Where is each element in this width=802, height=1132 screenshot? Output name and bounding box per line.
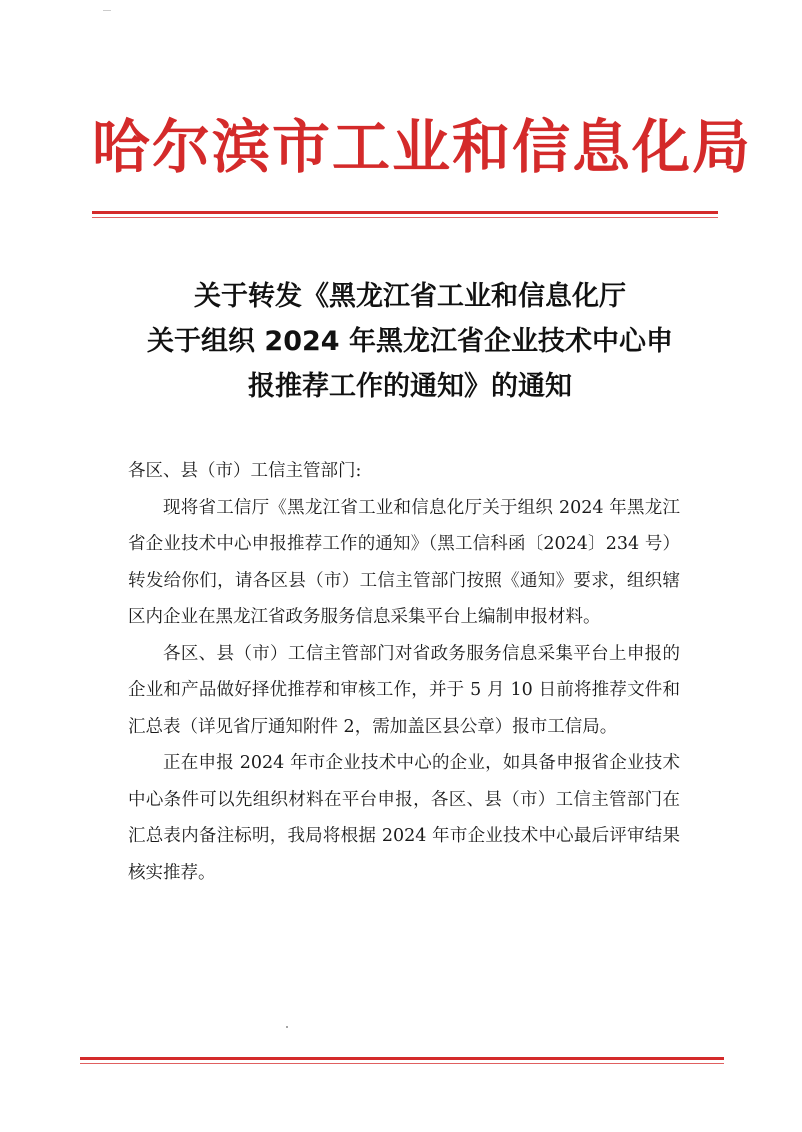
letterhead-org-name: 哈尔滨市工业和信息化局	[92, 113, 753, 181]
document-title-line: 关于转发《黑龙江省工业和信息化厅	[194, 281, 626, 312]
salutation: 各区、县（市）工信主管部门:	[128, 461, 362, 481]
body-paragraph: 现将省工信厅《黑龙江省工业和信息化厅关于组织 2024 年黑龙江省企业技术中心申报推荐工作的通知》（黑工信科函〔2024〕234 号）转发给你们，请各区县（市）工信主管部门按照《通知》要求，组织辖区内企业在黑龙江省政务服务信息采集平台上编制申报材料。	[128, 497, 680, 627]
document-title-line: 报推荐工作的通知》的通知	[248, 371, 572, 402]
document-title	[90, 274, 730, 409]
body-paragraph: 各区、县（市）工信主管部门对省政务服务信息采集平台上申报的企业和产品做好择优推荐和审核工作，并于 5 月 10 日前将推荐文件和汇总表（详见省厅通知附件 2，需加盖区县公章）报市工信局。	[128, 643, 680, 737]
document-title-line: 关于组织 2024 年黑龙江省企业技术中心申	[147, 326, 673, 357]
footer-red-rule	[80, 1057, 724, 1060]
scan-speck	[286, 1026, 288, 1028]
letterhead-red-rule	[92, 211, 718, 214]
body-paragraph: 正在申报 2024 年市企业技术中心的企业，如具备申报省企业技术中心条件可以先组织材料在平台申报，各区、县（市）工信主管部门在汇总表内备注标明，我局将根据 2024 年市企业技术中心最后评审结果核实推荐。	[128, 753, 680, 883]
document-body	[128, 453, 680, 891]
scan-speck	[103, 10, 111, 11]
